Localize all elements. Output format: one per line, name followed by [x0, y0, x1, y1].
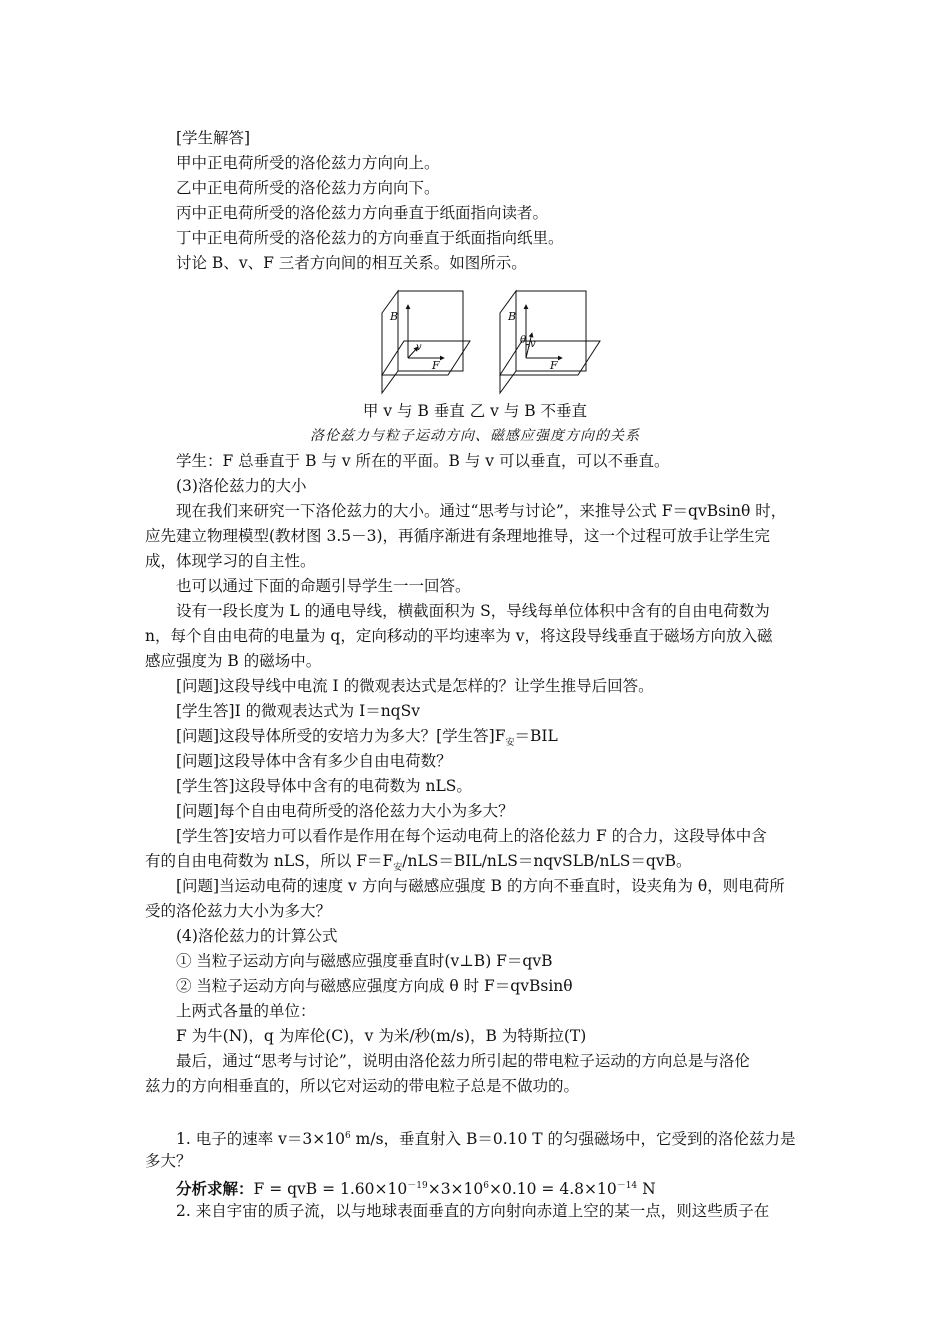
text-line: [问题]当运动电荷的速度 v 方向与磁感应强度 B 的方向不垂直时，设夹角为 θ，则电荷所 — [176, 877, 785, 895]
text-line: 上两式各量的单位： — [176, 1002, 316, 1020]
text-line: [学生解答] — [176, 129, 251, 147]
text-line: 也可以通过下面的命题引导学生一一回答。 — [176, 577, 471, 595]
superscript: －19 — [407, 1181, 428, 1191]
text-part: ×0.10 = 4.8×10 — [489, 1180, 617, 1199]
text-part: 1. 电子的速率 v＝3×10 — [176, 1130, 345, 1149]
text-line: (3)洛伦兹力的大小 — [176, 477, 307, 495]
text-line: 丁中正电荷所受的洛伦兹力的方向垂直于纸面指向纸里。 — [176, 229, 564, 247]
text-line: F 为牛(N)，q 为库伦(C)，v 为米/秒(m/s)，B 为特斯拉(T) — [176, 1027, 587, 1045]
text-line: 应先建立物理模型(教材图 3.5－3)，再循序渐进有条理地推导，这一个过程可放手让学生完 — [145, 527, 771, 545]
diagram-perpendicular — [382, 291, 470, 393]
text-line: [学生答]安培力可以看作是作用在每个运动电荷上的洛伦兹力 F 的合力，这段导体中含 — [176, 827, 767, 845]
text-line: 丙中正电荷所受的洛伦兹力方向垂直于纸面指向读者。 — [176, 204, 549, 222]
text-line: 设有一段长度为 L 的通电导线，横截面积为 S，导线每单位体积中含有的自由电荷数为 — [176, 602, 770, 620]
diagram-not-perpendicular — [500, 291, 600, 393]
label-B-2: B — [508, 310, 517, 323]
text-line: ② 当粒子运动方向与磁感应强度方向成 θ 时 F＝qvBsinθ — [176, 977, 573, 995]
text-line: 最后，通过“思考与讨论”，说明由洛伦兹力所引起的带电粒子运动的方向总是与洛伦 — [176, 1052, 750, 1070]
label-B: B — [390, 310, 399, 323]
label-v: v — [416, 342, 422, 353]
text-line: 学生：F 总垂直于 B 与 v 所在的平面。B 与 v 可以垂直，可以不垂直。 — [176, 452, 670, 470]
subscript: 安 — [393, 863, 403, 874]
text-line: [问题]这段导线中电流 I 的微观表达式是怎样的？让学生推导后回答。 — [176, 677, 654, 695]
text-line — [145, 851, 691, 878]
text-line: 讨论 B、v、F 三者方向间的相互关系。如图所示。 — [176, 254, 527, 272]
text-line: n，每个自由电荷的电量为 q，定向移动的平均速率为 v，将这段导线垂直于磁场方向放入磁 — [145, 627, 773, 645]
text-line: [学生答]这段导体中含有的电荷数为 nLS。 — [176, 777, 472, 795]
label-v-2: v — [530, 339, 536, 350]
text-line: [学生答]I 的微观表达式为 I＝nqSv — [176, 702, 420, 720]
label-F-2: F — [550, 359, 558, 372]
text-line: [问题]每个自由电荷所受的洛伦兹力大小为多大？ — [176, 802, 514, 820]
solution-label: 分析求解： — [176, 1179, 254, 1199]
subscript: 安 — [505, 738, 515, 749]
text-line: [问题]这段导体中含有多少自由电荷数？ — [176, 752, 452, 770]
text-line: 兹力的方向相垂直的，所以它对运动的带电粒子总是不做功的。 — [145, 1077, 580, 1095]
text-line: 感应强度为 B 的磁场中。 — [145, 652, 322, 670]
force-direction-figure — [360, 283, 620, 403]
text-line: 受的洛伦兹力大小为多大？ — [145, 902, 332, 920]
text-part: m/s，垂直射入 B＝0.10 T 的匀强磁场中，它受到的洛伦兹力是 — [350, 1130, 796, 1149]
text-part: /nLS＝BIL/nLS＝nqvSLB/nLS＝qvB。 — [402, 852, 692, 870]
text-part: N — [637, 1180, 656, 1199]
text-part: F = qvB = 1.60×10 — [253, 1180, 408, 1199]
text-line: 多大？ — [145, 1152, 192, 1170]
text-line — [176, 726, 558, 753]
text-line: (4)洛伦兹力的计算公式 — [176, 927, 338, 945]
superscript: 6 — [483, 1181, 489, 1191]
text-part: ×3×10 — [427, 1180, 484, 1199]
text-part: ＝BIL — [514, 727, 558, 745]
figure-title: 洛伦兹力与粒子运动方向、磁感应强度方向的关系 — [310, 428, 640, 444]
label-theta: θ — [520, 335, 527, 346]
text-line: 现在我们来研究一下洛伦兹力的大小。通过“思考与讨论”，来推导公式 F＝qvBsinθ 时， — [176, 502, 787, 520]
label-F: F — [432, 359, 440, 372]
figure-caption: 甲 v 与 B 垂直 乙 v 与 B 不垂直 — [362, 402, 588, 420]
text-part: 有的自由电荷数为 nLS，所以 F＝F — [145, 852, 394, 870]
solution-line — [176, 1176, 656, 1199]
text-line: 成，体现学习的自主性。 — [145, 552, 316, 570]
text-line: 乙中正电荷所受的洛伦兹力方向向下。 — [176, 179, 440, 197]
superscript: 6 — [344, 1131, 351, 1141]
text-line: ① 当粒子运动方向与磁感应强度垂直时(v⊥B) F＝qvB — [176, 952, 553, 970]
text-part: [问题]这段导体所受的安培力为多大？[学生答]F — [176, 727, 506, 745]
text-line: 甲中正电荷所受的洛伦兹力方向向上。 — [176, 154, 440, 172]
question-2: 2. 来自宇宙的质子流，以与地球表面垂直的方向射向赤道上空的某一点，则这些质子在 — [176, 1202, 770, 1220]
question-1 — [176, 1126, 796, 1149]
superscript: －14 — [616, 1181, 638, 1191]
